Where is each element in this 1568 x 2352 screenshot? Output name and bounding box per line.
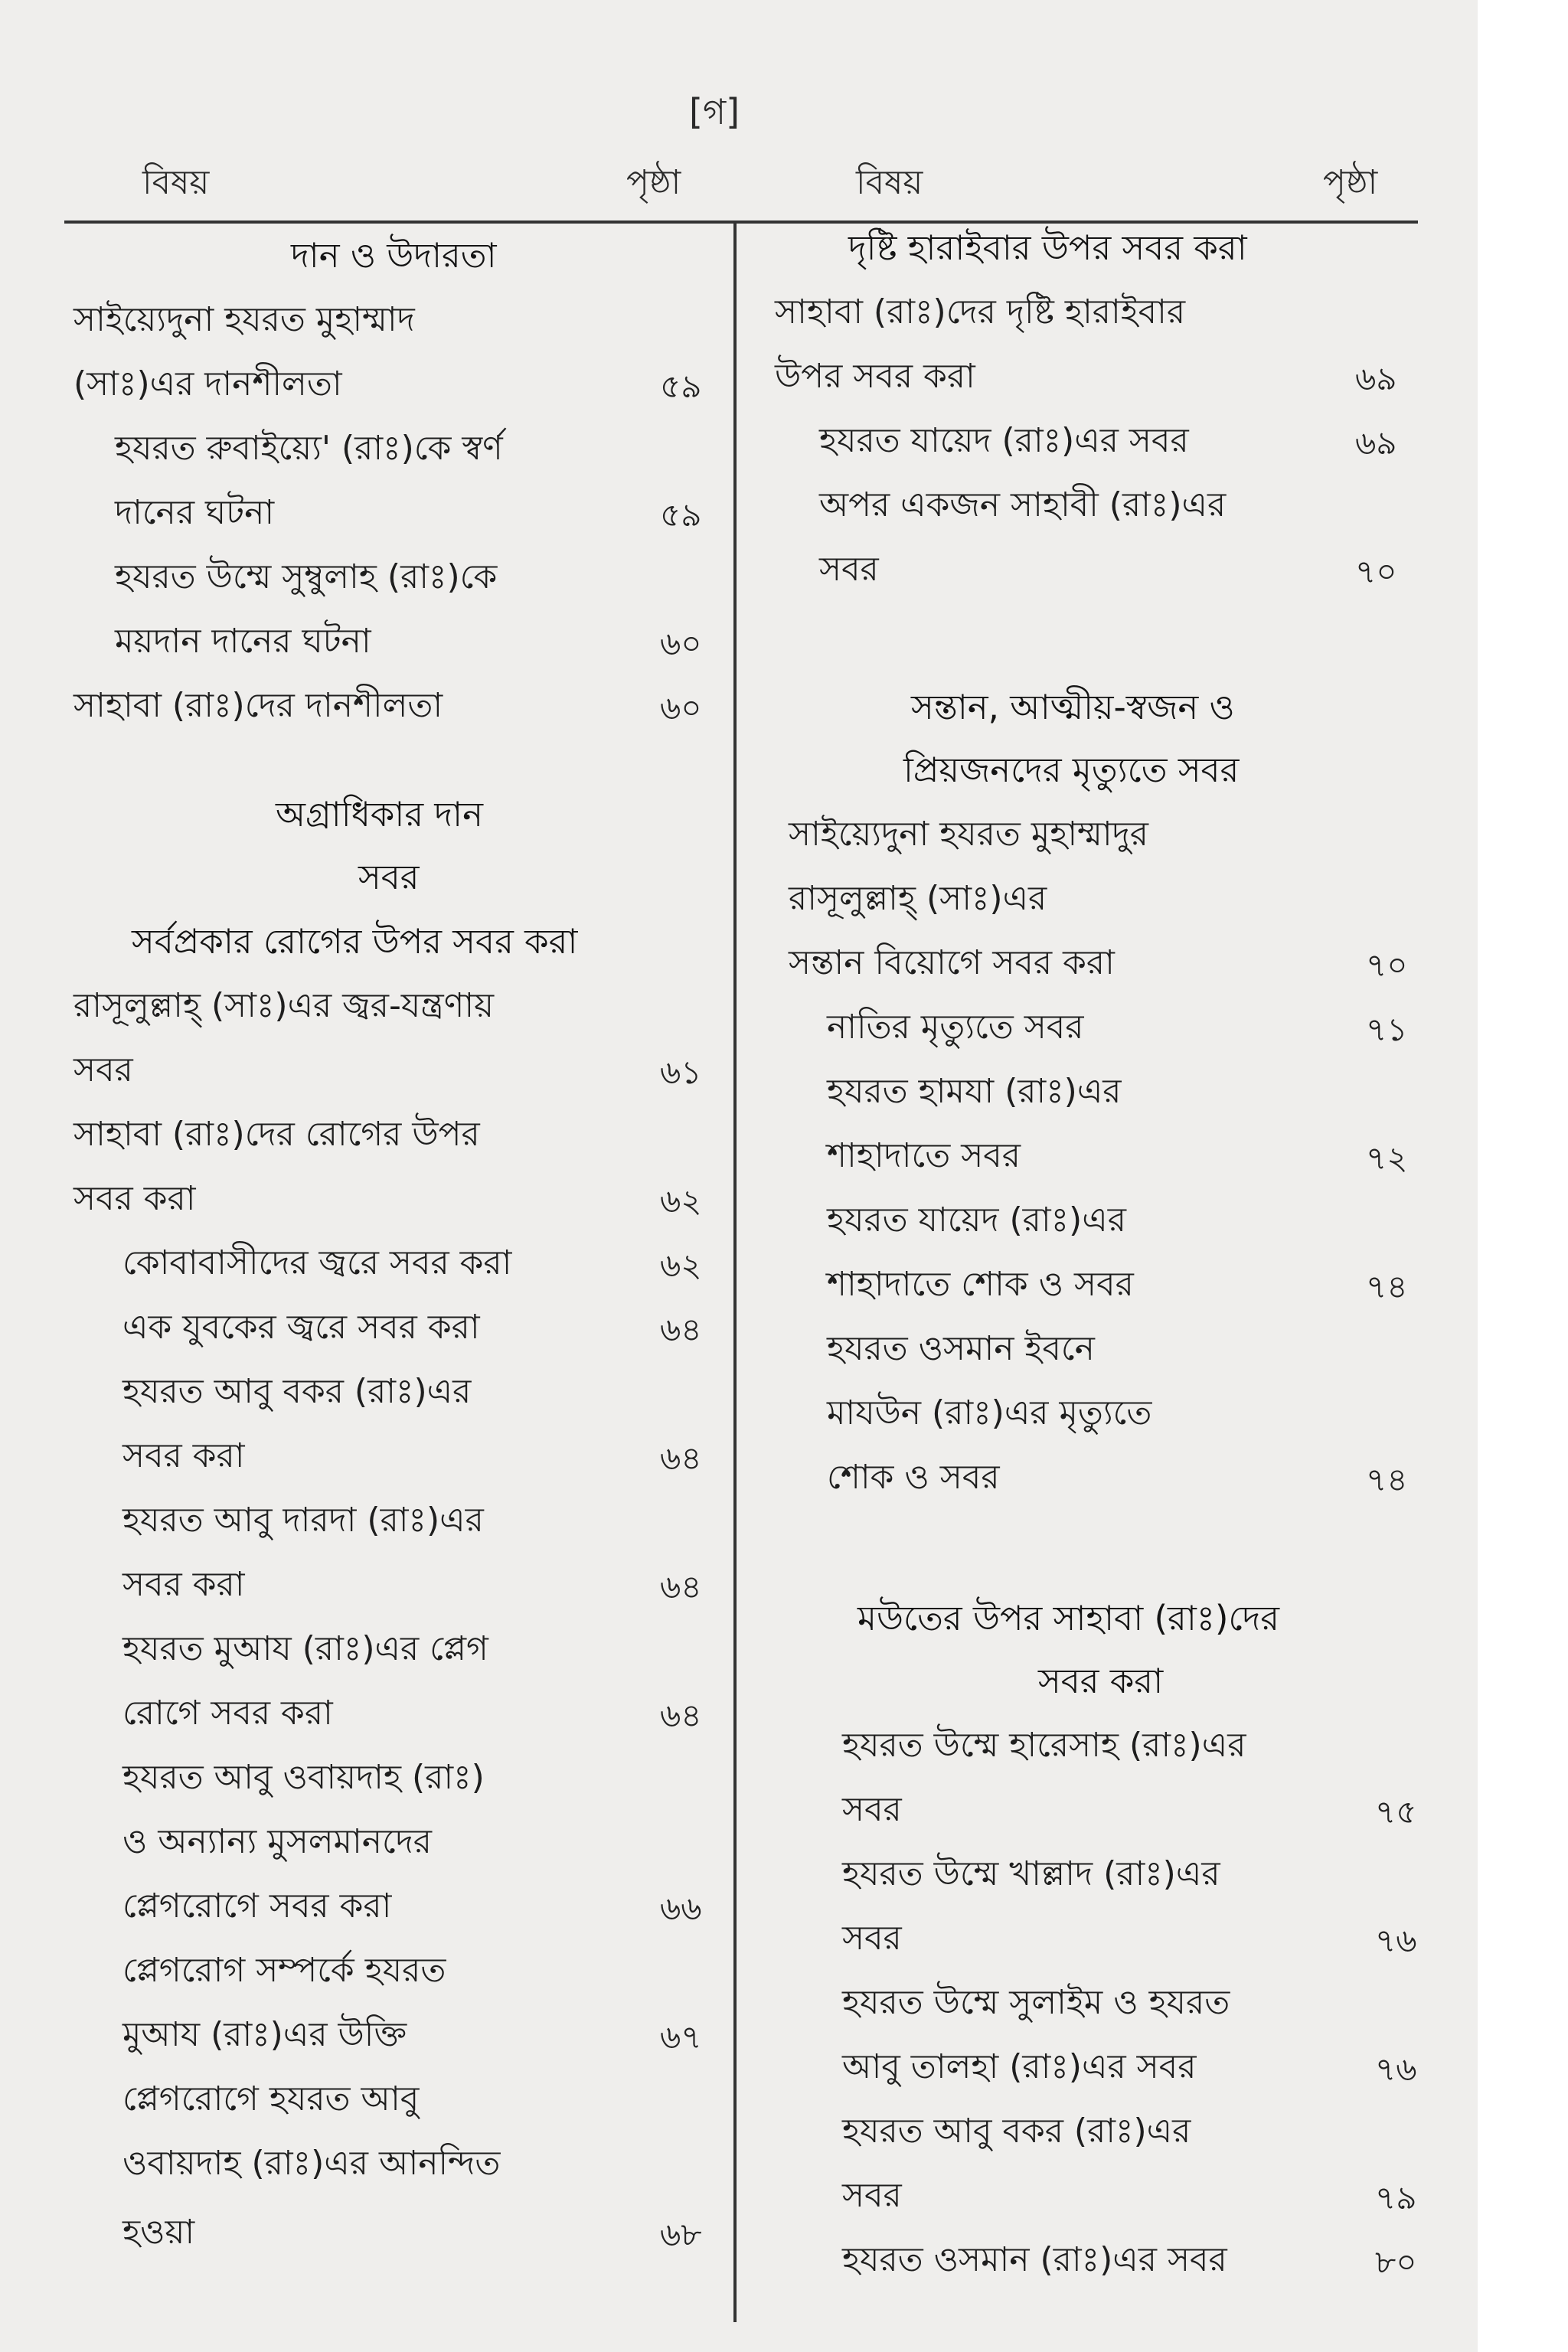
toc-page-number: ৬৯	[1355, 360, 1397, 397]
toc-page-number: ৭২	[1366, 1139, 1408, 1177]
toc-entry: উপর সবর করা	[775, 357, 975, 396]
toc-entry: হযরত উম্মে সুলাইম ও হযরত	[842, 1983, 1230, 2022]
toc-entry: হযরত আবু ওবায়দাহ (রাঃ)	[122, 1758, 485, 1797]
toc-entry: নাতির মৃত্যুতে সবর	[827, 1008, 1084, 1047]
toc-entry: হযরত হামযা (রাঃ)এর	[827, 1072, 1122, 1111]
toc-entry: আবু তালহা (রাঃ)এর সবর	[842, 2047, 1197, 2086]
toc-page-number: ৬৪	[660, 1697, 702, 1734]
toc-page-number: ৭৯	[1375, 2179, 1417, 2216]
toc-entry: হযরত রুবাইয়্যে' (রাঃ)কে স্বর্ণ	[115, 429, 503, 468]
toc-page-number: ৬২	[660, 1182, 702, 1220]
toc-page-number: ৭৬	[1375, 1922, 1417, 1959]
toc-entry: শোক ও সবর	[827, 1458, 1000, 1497]
toc-entry: (সাঃ)এর দানশীলতা	[74, 364, 342, 403]
toc-entry: সবর	[819, 550, 879, 589]
toc-page-number: ৫৯	[660, 496, 702, 534]
toc-entry: হযরত উম্মে সুম্বুলাহ (রাঃ)কে	[115, 557, 498, 596]
toc-entry: ও অন্যান্য মুসলমানদের	[122, 1822, 433, 1861]
section-heading: প্রিয়জনদের মৃত্যুতে সবর	[903, 750, 1240, 790]
section-heading: সর্বপ্রকার রোগের উপর সবর করা	[132, 921, 578, 962]
toc-page-number: ৭০	[1355, 553, 1397, 590]
toc-entry: সাহাবা (রাঃ)দের দৃষ্টি হারাইবার	[775, 292, 1186, 332]
toc-entry: সবর	[74, 1050, 133, 1089]
toc-page-number: ৬০	[660, 625, 702, 662]
toc-page-number: ৭০	[1366, 946, 1408, 984]
toc-entry: এক যুবকের জ্বরে সবর করা	[122, 1308, 480, 1347]
toc-entry: সবর	[842, 2176, 902, 2215]
toc-page-number: ৭১	[1366, 1011, 1408, 1048]
toc-entry: শাহাদাতে শোক ও সবর	[827, 1265, 1134, 1304]
toc-entry: সাহাবা (রাঃ)দের দানশীলতা	[74, 686, 443, 725]
toc-entry: হযরত আবু দারদা (রাঃ)এর	[122, 1501, 484, 1540]
toc-entry: সাইয়্যেদুনা হযরত মুহাম্মাদ	[74, 300, 415, 339]
toc-entry: রাসূলুল্লাহ্‌ (সাঃ)এর	[789, 879, 1047, 918]
toc-page-number: ৬৮	[660, 2216, 702, 2253]
toc-page-number: ৭৪	[1366, 1268, 1408, 1305]
toc-entry: প্লেগরোগে সবর করা	[122, 1886, 392, 1926]
toc-page-number: ৭৬	[1375, 2050, 1417, 2088]
toc-entry: হযরত উম্মে খাল্লাদ (রাঃ)এর	[842, 1854, 1220, 1893]
toc-page-number: ৭৪	[1366, 1461, 1408, 1498]
section-heading: মউতের উপর সাহাবা (রাঃ)দের	[858, 1598, 1280, 1638]
toc-entry: হওয়া	[122, 2213, 195, 2252]
toc-entry: সবর	[842, 1919, 902, 1958]
left-page-header: পৃষ্ঠা	[626, 163, 681, 202]
left-topic-header: বিষয়	[142, 163, 210, 202]
toc-entry: সবর	[842, 1790, 902, 1829]
toc-entry: ওবায়দাহ (রাঃ)এর আনন্দিত	[122, 2144, 501, 2183]
toc-entry: সবর করা	[122, 1436, 245, 1475]
toc-entry: শাহাদাতে সবর	[827, 1136, 1021, 1175]
toc-entry: মাযউন (রাঃ)এর মৃত্যুতে	[827, 1393, 1152, 1432]
toc-page-number: ৬৬	[660, 1890, 702, 1927]
toc-entry: প্লেগরোগ সম্পর্কে হযরত	[122, 1951, 446, 1990]
chapter-heading: সবর	[358, 857, 420, 897]
toc-entry: রাসূলুল্লাহ্‌ (সাঃ)এর জ্বর-যন্ত্রণায়	[74, 986, 495, 1025]
toc-page-number: ৮০	[1375, 2243, 1417, 2281]
toc-page-number: ৬৪	[660, 1439, 702, 1477]
section-heading: অগ্রাধিকার দান	[276, 794, 483, 835]
toc-entry: হযরত মুআয (রাঃ)এর প্লেগ	[122, 1629, 488, 1668]
section-heading: সবর করা	[1038, 1661, 1164, 1701]
toc-entry: হযরত আবু বকর (রাঃ)এর	[122, 1372, 472, 1411]
section-heading: দান ও উদারতা	[291, 235, 497, 276]
toc-page-number: ৬২	[660, 1246, 702, 1284]
toc-entry: সবর করা	[122, 1565, 245, 1604]
toc-entry: ময়দান দানের ঘটনা	[115, 622, 371, 661]
toc-entry: সাহাবা (রাঃ)দের রোগের উপর	[74, 1115, 480, 1154]
toc-page-number: ৬০	[660, 689, 702, 727]
toc-page-number: ৫৯	[660, 368, 702, 405]
toc-page-number: ৬৪	[660, 1311, 702, 1348]
toc-page-number: ৭৫	[1375, 1793, 1417, 1831]
toc-page-number: ৬৯	[1355, 424, 1397, 462]
toc-page-number: ৬১	[660, 1054, 702, 1091]
toc-entry: হযরত উম্মে হারেসাহ (রাঃ)এর	[842, 1726, 1246, 1765]
toc-entry: সবর করা	[74, 1179, 196, 1218]
toc-entry: হযরত যায়েদ (রাঃ)এর	[827, 1200, 1126, 1240]
toc-entry: প্লেগরোগে হযরত আবু	[122, 2079, 420, 2118]
right-topic-header: বিষয়	[856, 163, 923, 202]
toc-page-number: ৬৭	[660, 2018, 702, 2056]
toc-entry: হযরত আবু বকর (রাঃ)এর	[842, 2112, 1191, 2151]
toc-entry: অপর একজন সাহাবী (রাঃ)এর	[819, 485, 1227, 524]
toc-entry: হযরত ওসমান ইবনে	[827, 1329, 1095, 1368]
toc-entry: কোবাবাসীদের জ্বরে সবর করা	[122, 1243, 512, 1282]
toc-entry: হযরত ওসমান (রাঃ)এর সবর	[842, 2240, 1227, 2279]
toc-page-number: ৬৪	[660, 1568, 702, 1606]
column-divider	[733, 220, 737, 2322]
toc-entry: সাইয়্যেদুনা হযরত মুহাম্মাদুর	[789, 815, 1148, 854]
toc-entry: সন্তান বিয়োগে সবর করা	[789, 943, 1115, 982]
toc-entry: হযরত যায়েদ (রাঃ)এর সবর	[819, 421, 1189, 460]
section-heading: দৃষ্টি হারাইবার উপর সবর করা	[848, 227, 1247, 268]
right-page-header: পৃষ্ঠা	[1323, 163, 1378, 202]
section-heading: সন্তান, আত্মীয়-স্বজন ও	[911, 687, 1235, 727]
toc-entry: মুআয (রাঃ)এর উক্তি	[122, 2015, 407, 2054]
toc-entry: দানের ঘটনা	[115, 493, 275, 532]
page-number: [গ]	[689, 91, 740, 132]
toc-entry: রোগে সবর করা	[122, 1694, 333, 1733]
